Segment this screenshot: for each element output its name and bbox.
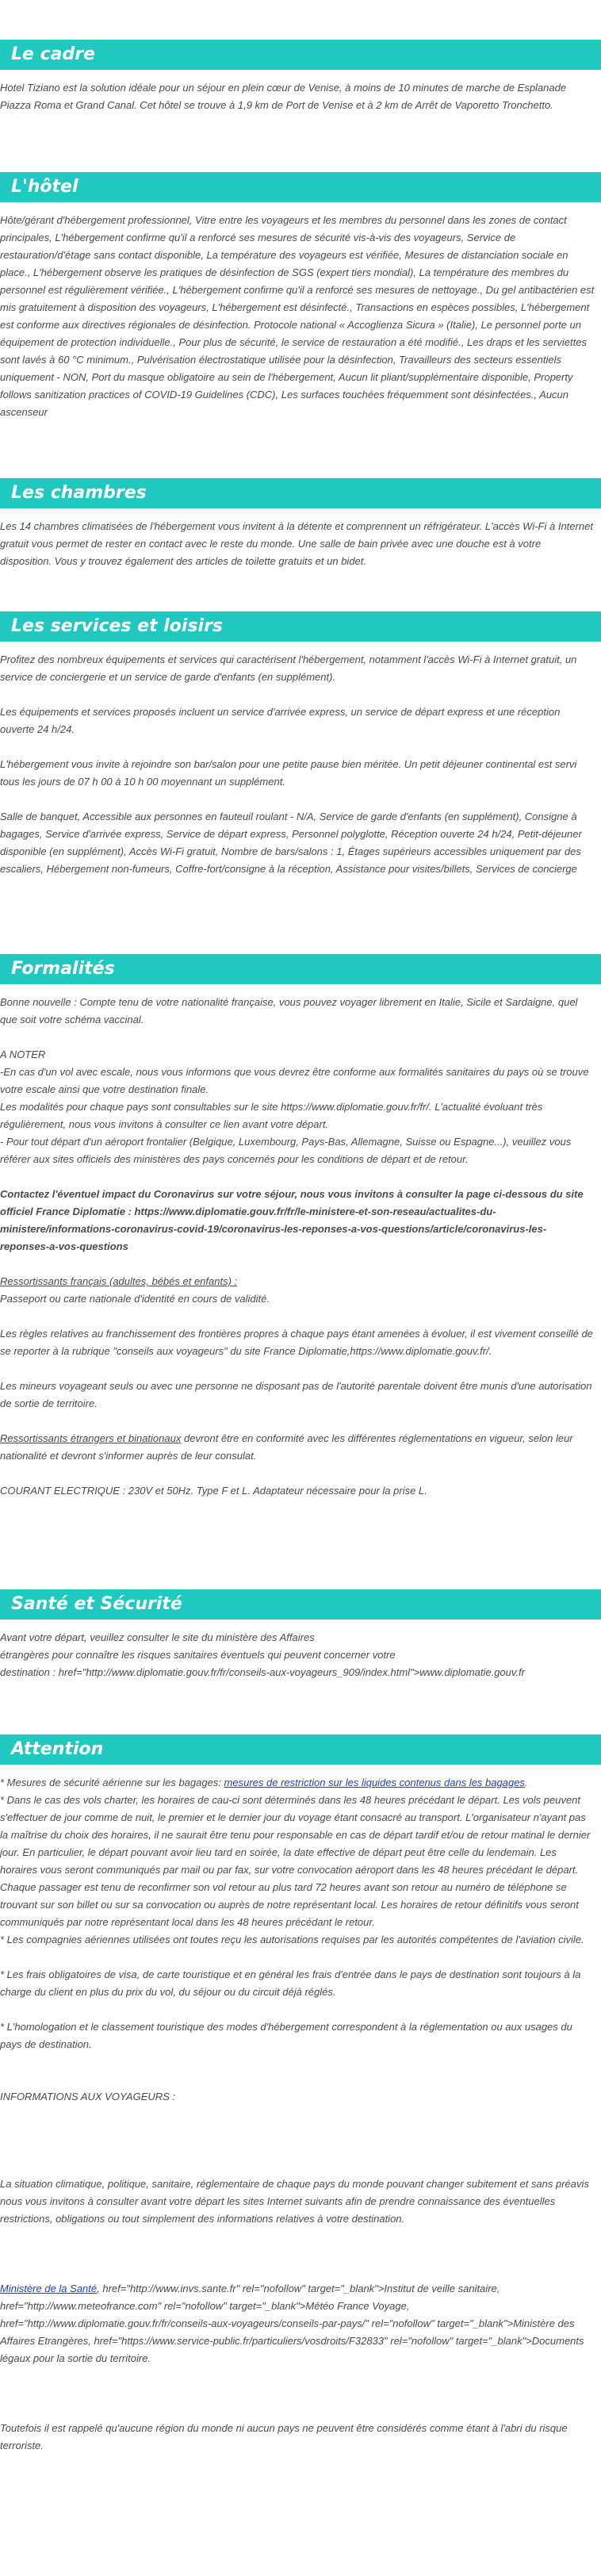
section-title-formalites: Formalités xyxy=(0,954,601,984)
section-title-sante: Santé et Sécurité xyxy=(0,1589,601,1620)
section-body-cadre xyxy=(0,79,601,114)
informations-voyageurs-heading: INFORMATIONS AUX VOYAGEURS : xyxy=(0,2091,176,2103)
section-body-attention xyxy=(0,1774,601,2455)
attention-bagages-end: . xyxy=(524,1777,528,1788)
section-formalites xyxy=(0,954,601,1517)
ressortissants-etrangers-text: devront être en conformité avec les différentes réglementations en vigueur, selon leur nationalité et devront s'informer auprès de leur consulat. xyxy=(0,1432,573,1462)
chambres-paragraph: Les 14 chambres climatisées de l'hébergement vous invitent à la détente et comprennent un réfrigérateur. L'accès Wi-Fi à Internet gratuit vous permet de rester en contact avec le reste du monde. Une salle de bain privée avec une douche est à votre disposition. Vous y trouvez également des articles de toilette gratuits et un bidet. xyxy=(0,520,593,567)
ressortissants-francais-title: Ressortissants français (adultes, bébés et enfants) : xyxy=(0,1275,238,1287)
formalites-mineurs: Les mineurs voyageant seuls ou avec une personne ne disposant pas de l'autorité parentale doivent être munis d'une autorisation de sortie de territoire. xyxy=(0,1380,592,1409)
sante-line-3: destination : href="http://www.diplomatie.gouv.fr/fr/conseils-aux-voyageurs_909/index.html">www.diplomatie.gouv.fr xyxy=(0,1666,525,1678)
section-services xyxy=(0,611,601,895)
situation-line-1: La situation climatique, politique, sanitaire, réglementaire de chaque pays du monde pouvant changer subitement et sans préavis xyxy=(0,2178,589,2190)
ressortissants-etrangers xyxy=(0,1430,595,1465)
situation-line-2: nous vous invitons à consulter avant votre départ les sites Internet suivants afin de prendre connaissance des éventuelles restrictions, obligations ou tout simplement des informations relatives à votre destination. xyxy=(0,2195,556,2225)
section-title-attention: Attention xyxy=(0,1735,601,1765)
courant-electrique: COURANT ELECTRIQUE : 230V et 50Hz. Type F et L. Adaptateur nécessaire pour la prise L. xyxy=(0,1485,427,1497)
cadre-paragraph: Hotel Tiziano est la solution idéale pour un séjour en plein cœur de Venise, à moins de 10 minutes de marche de Esplanade Piazza Roma et Grand Canal. Cet hôtel se trouve à 1,9 km de Port de Venise et à 2 km de Arrêt de Vaporetto Tronchetto. xyxy=(0,82,567,111)
section-body-chambres xyxy=(0,518,601,570)
ressortissants-etrangers-title: Ressortissants étrangers et binationaux xyxy=(0,1432,182,1444)
services-paragraph-3: L'hébergement vous invite à rejoindre son bar/salon pour une petite pause bien méritée. Un petit déjeuner continental est servi tous les jours de 07 h 00 à 10 h 00 moyennant un supplément. xyxy=(0,758,577,788)
section-title-services: Les services et loisirs xyxy=(0,611,601,642)
terrorisme-notice: Toutefois il est rappelé qu'aucune région du monde ni aucun pays ne peuvent être considérés comme étant à l'abri du risque terroriste. xyxy=(0,2422,568,2451)
formalites-intro: Bonne nouvelle : Compte tenu de votre nationalité française, vous pouvez voyager librement en Italie, Sicile et Sardaigne, quel que soit votre schéma vaccinal. xyxy=(0,996,578,1025)
ressortissants-francais-text: Passeport ou carte nationale d'identité en cours de validité. xyxy=(0,1293,270,1305)
attention-bagages xyxy=(0,1774,595,1792)
services-paragraph-4: Salle de banquet, Accessible aux personnes en fauteuil roulant - N/A, Service de garde d'enfants (en supplément), Consigne à bagages, Service d'arrivée express, Service de départ express, Personnel polyglotte, Réception ouverte 24 h/24, Petit-déjeuner disponible (en supplément), Accès Wi-Fi gratuit, Nombre de bars/salons : 1, Étages supérieurs accessibles uniquement par des escaliers, Hébergement non-fumeurs, Coffre-fort/consigne à la réception, Assistance pour visites/billets, Services de concierge xyxy=(0,811,582,875)
section-title-cadre: Le cadre xyxy=(0,40,601,70)
section-body-services xyxy=(0,651,601,878)
formalites-coronavirus-notice: Contactez l'éventuel impact du Coronavirus sur votre séjour, nous vous invitons à consulter la page ci-dessous du site officiel France Diplomatie : https://www.diplomatie.gouv.fr/fr/le-ministere-et-son-reseau/actualites-du-ministere/informations-coronavirus-covid-19/coronavirus-les-reponses-a-vos-questions/article/coronavirus-les-reponses-a-vos-questions xyxy=(0,1188,584,1252)
section-attention xyxy=(0,1735,601,2472)
section-sante xyxy=(0,1589,601,1681)
formalites-note-3: - Pour tout départ d'un aéroport frontalier (Belgique, Luxembourg, Pays-Bas, Allemagne, Suisse ou Espagne...), veuillez vous référer aux sites officiels des ministères des pays concernés pour les conditions de départ et de retour. xyxy=(0,1136,572,1165)
attention-homologation: * L'homologation et le classement touristique des modes d'hébergement correspondent à la réglementation ou aux usages du pays de destination. xyxy=(0,2021,572,2050)
formalites-note-heading: A NOTER xyxy=(0,1048,46,1060)
attention-compagnies: * Les compagnies aériennes utilisées ont toutes reçu les autorisations requises par les autorités compétentes de l'aviation civile. xyxy=(0,1934,584,1945)
section-title-chambres: Les chambres xyxy=(0,478,601,508)
section-chambres xyxy=(0,478,601,588)
hotel-paragraph: Hôte/gérant d'hébergement professionnel, Vitre entre les voyageurs et les membres du personnel dans les zones de contact principales, L'hébergement confirme qu'il a renforcé ses mesures de sécurité vis-à-vis des voyageurs, Service de restauration/d'étage sans contact disponible, La température des voyageurs est vérifiée, Mesures de distanciation sociale en place., L'hébergement observe les pratiques de désinfection de SGS (expert tiers mondial), La température des membres du personnel est régulièrement vérifiée., L'hébergement confirme qu'il a renforcé ses mesures de nettoyage., Du gel antibactérien est mis gratuitement à disposition des voyageurs, L'hébergement est désinfecté., Transactions en espèces possibles, L'hébergement est conforme aux directives régionales de désinfection. Protocole national « Accoglienza Sicura » (Italie), Le personnel porte un équipement de protection individuelle., Pour plus de sécurité, le service de restauration a été modifié., Les draps et les serviettes sont lavés à 60 °C minimum., Pulvérisation électrostatique utilisée pour la désinfection, Travailleurs des secteurs essentiels uniquement - NON, Port du masque obligatoire au sein de l'hébergement, Aucun lit pliant/supplémentaire disponible, Property follows sanitization practices of COVID-19 Guidelines (CDC), Les surfaces touchées fréquemment sont désinfectées., Aucun ascenseur xyxy=(0,214,595,418)
formalites-note-1: -En cas d'un vol avec escale, nous vous informons que vous devrez être conforme aux formalités sanitaires du pays où se trouve votre escale ainsi que votre destination finale. xyxy=(0,1066,589,1095)
services-paragraph-2: Les équipements et services proposés incluent un service d'arrivée express, un service de départ express et une réception ouverte 24 h/24. xyxy=(0,706,561,735)
attention-vols-charter: * Dans le cas des vols charter, les horaires de cau-ci sont déterminés dans les 48 heures précédant le départ. Les vols peuvent s'effectuer de jour comme de nuit, le premier et le dernier jour du voyage étant consacré au transport. L'organisateur n'ayant pas la maîtrise du choix des horaires, il ne saurait être tenu pour responsable en cas de départ tardif et/ou de retour matinal le dernier jour. En particulier, le départ pouvant avoir lieu tard en soirée, la date effective de départ peut être celle du lendemain. Les horaires vous seront communiqués par mail ou par fax, sur votre convocation aéroport dans les 48 heures précédant le départ. Chaque passager est tenu de reconfirmer son vol retour au plus tard 72 heures avant son retour au numéro de téléphone se trouvant sur son billet ou sur sa convocation ou auprès de notre représentant local. Les horaires de retour définitifs vous seront communiqués par notre représentant local dans les 48 heures précédant le retour. xyxy=(0,1794,591,1928)
sante-line-2: étrangères pour connaître les risques sanitaires éventuels qui peuvent concerner votre xyxy=(0,1649,396,1661)
liquides-restriction-link[interactable]: mesures de restriction sur les liquides contenus dans les bagages xyxy=(224,1777,525,1788)
formalites-note-2: Les modalités pour chaque pays sont consultables sur le site https://www.diplomatie.gouv.fr/fr/. L'actualité évoluant très régulièrement, nous vous invitons à consulter ce lien avant votre départ. xyxy=(0,1101,543,1130)
formalites-regles: Les règles relatives au franchissement des frontières propres à chaque pays étant amenées à évoluer, il est vivement conseillé de se reporter à la rubrique "conseils aux voyageurs" du site France Diplomatie,https://www.diplomatie.gouv.fr/. xyxy=(0,1328,593,1357)
section-body-sante xyxy=(0,1629,601,1681)
section-body-formalites xyxy=(0,994,601,1500)
ministere-links-text: , href="http://www.invs.sante.fr" rel="nofollow" target="_blank">Institut de veille sanitaire, href="http://www.meteofrance.com" rel="nofollow" target="_blank">Météo France Voyage, href="http://www.diplomatie.gouv.fr/fr/conseils-aux-voyageurs/conseils-par-pays/" rel="nofollow" target="_blank">Ministère des Affaires Etrangères, href="https://www.service-public.fr/particuliers/vosdroits/F32833" rel="nofollow" target="_blank">Documents légaux pour la sortie du territoire. xyxy=(0,2283,584,2364)
services-paragraph-1: Profitez des nombreux équipements et services qui caractérisent l'hébergement, notamment l'accès Wi-Fi à Internet gratuit, un service de conciergerie et un service de garde d'enfants (en supplément). xyxy=(0,654,577,683)
section-cadre xyxy=(0,40,601,132)
section-hotel xyxy=(0,172,601,439)
sante-line-1: Avant votre départ, veuillez consulter le site du ministère des Affaires xyxy=(0,1631,315,1643)
ministere-sante-link[interactable]: Ministère de la Santé xyxy=(0,2283,98,2294)
section-title-hotel: L'hôtel xyxy=(0,172,601,202)
attention-frais-visa: * Les frais obligatoires de visa, de carte touristique et en général les frais d'entrée dans le pays de destination sont toujours à la charge du client en plus du prix du vol, du séjour ou du circuit déjà réglés. xyxy=(0,1968,581,1998)
ministere-links xyxy=(0,2280,595,2367)
section-body-hotel xyxy=(0,212,601,421)
attention-bagages-text: * Mesures de sécurité aérienne sur les bagages: xyxy=(0,1777,224,1788)
